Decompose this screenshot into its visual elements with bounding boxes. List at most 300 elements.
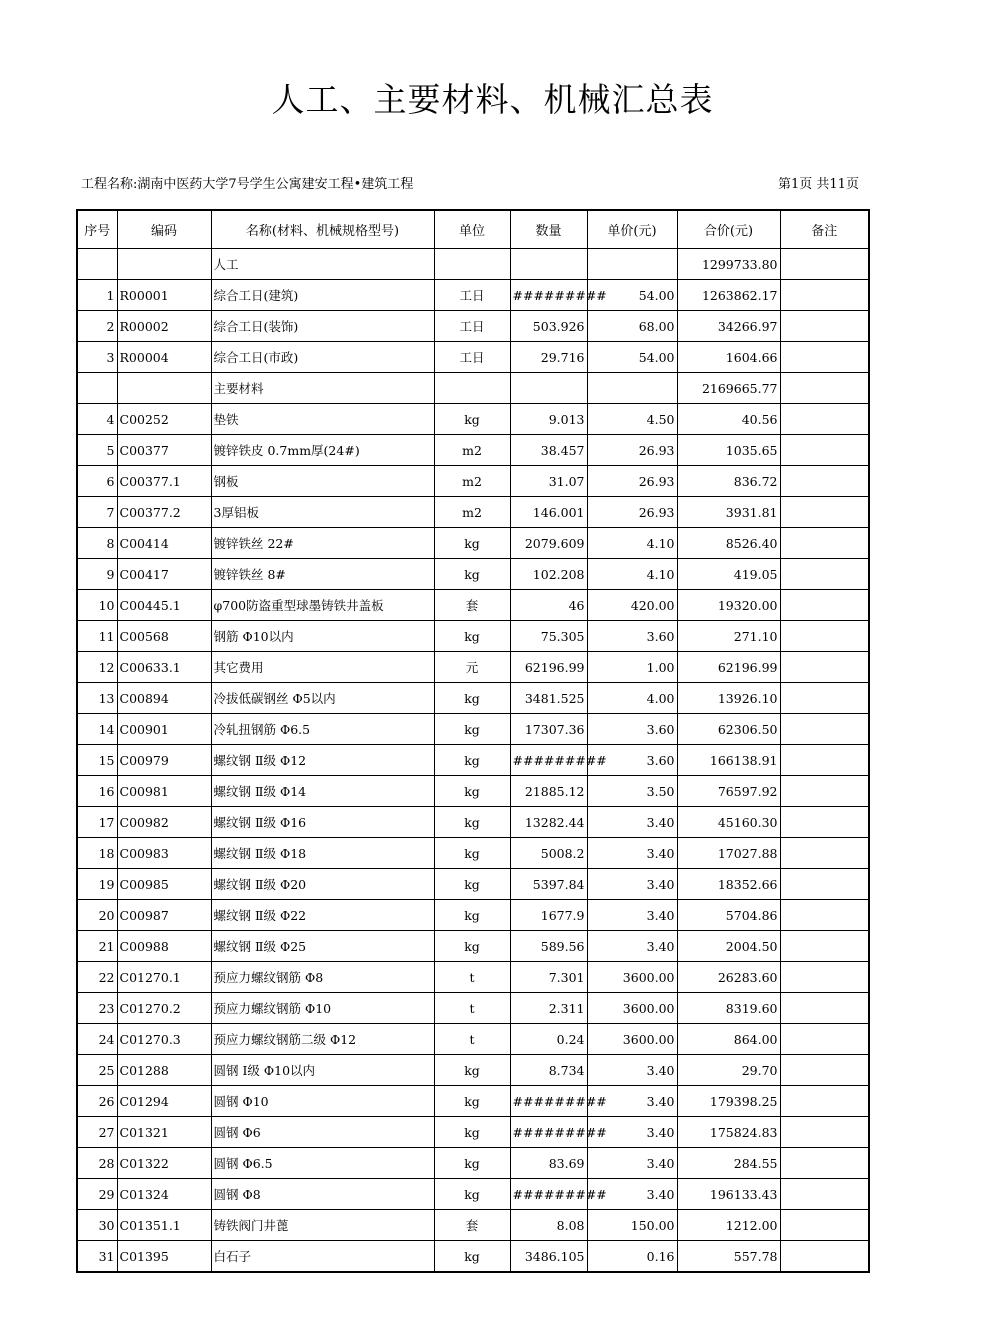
index-cell: 23 xyxy=(77,993,117,1024)
table-row xyxy=(77,342,869,373)
unit-price-cell: 3.40 xyxy=(587,807,677,838)
total-price-cell: 1035.65 xyxy=(677,435,780,466)
unit-cell: kg xyxy=(434,838,510,869)
unit-cell: kg xyxy=(434,1179,510,1210)
table-row xyxy=(77,1210,869,1241)
table-row xyxy=(77,466,869,497)
quantity-cell: 3486.105 xyxy=(510,1241,587,1273)
table-row xyxy=(77,280,869,311)
name-cell: 白石子 xyxy=(211,1241,434,1273)
total-price-cell: 76597.92 xyxy=(677,776,780,807)
remark-cell xyxy=(780,435,869,466)
table-row xyxy=(77,621,869,652)
code-cell: C00377.1 xyxy=(117,466,211,497)
code-cell: C00445.1 xyxy=(117,590,211,621)
unit-price-cell xyxy=(587,373,677,404)
name-cell: 螺纹钢 Ⅱ级 Φ14 xyxy=(211,776,434,807)
total-price-cell: 836.72 xyxy=(677,466,780,497)
unit-cell: t xyxy=(434,993,510,1024)
index-cell: 16 xyxy=(77,776,117,807)
remark-cell xyxy=(780,559,869,590)
remark-cell xyxy=(780,1241,869,1273)
unit-price-cell: 3.40 xyxy=(587,869,677,900)
unit-price-cell: 3.50 xyxy=(587,776,677,807)
total-price-cell: 557.78 xyxy=(677,1241,780,1273)
index-cell: 13 xyxy=(77,683,117,714)
unit-cell xyxy=(434,373,510,404)
quantity-cell: ######### xyxy=(510,1179,587,1210)
index-cell: 3 xyxy=(77,342,117,373)
header-remark: 备注 xyxy=(780,210,869,249)
unit-cell: kg xyxy=(434,745,510,776)
table-row xyxy=(77,528,869,559)
remark-cell xyxy=(780,807,869,838)
unit-cell: kg xyxy=(434,1086,510,1117)
unit-cell: 元 xyxy=(434,652,510,683)
table-body xyxy=(77,249,869,1273)
name-cell: 预应力螺纹钢筋 Φ10 xyxy=(211,993,434,1024)
unit-cell: m2 xyxy=(434,435,510,466)
table-row xyxy=(77,962,869,993)
header-index: 序号 xyxy=(77,210,117,249)
quantity-cell: 29.716 xyxy=(510,342,587,373)
quantity-cell: 5397.84 xyxy=(510,869,587,900)
header-name: 名称(材料、机械规格型号) xyxy=(211,210,434,249)
table-row xyxy=(77,1148,869,1179)
table-row xyxy=(77,1055,869,1086)
unit-price-cell: 54.00 xyxy=(587,280,677,311)
name-cell: 钢筋 Φ10以内 xyxy=(211,621,434,652)
unit-cell: t xyxy=(434,962,510,993)
code-cell: C01324 xyxy=(117,1179,211,1210)
unit-price-cell: 26.93 xyxy=(587,466,677,497)
code-cell: C00983 xyxy=(117,838,211,869)
index-cell: 27 xyxy=(77,1117,117,1148)
code-cell: C00985 xyxy=(117,869,211,900)
unit-cell: kg xyxy=(434,1241,510,1273)
remark-cell xyxy=(780,373,869,404)
unit-cell: kg xyxy=(434,621,510,652)
unit-cell: kg xyxy=(434,1117,510,1148)
total-price-cell: 5704.86 xyxy=(677,900,780,931)
index-cell: 24 xyxy=(77,1024,117,1055)
index-cell: 7 xyxy=(77,497,117,528)
quantity-cell xyxy=(510,249,587,280)
code-cell: R00002 xyxy=(117,311,211,342)
index-cell: 8 xyxy=(77,528,117,559)
remark-cell xyxy=(780,342,869,373)
table-row xyxy=(77,869,869,900)
table-row xyxy=(77,559,869,590)
code-cell: C00982 xyxy=(117,807,211,838)
total-price-cell: 1604.66 xyxy=(677,342,780,373)
index-cell xyxy=(77,373,117,404)
unit-price-cell xyxy=(587,249,677,280)
total-price-cell: 864.00 xyxy=(677,1024,780,1055)
name-cell: 其它费用 xyxy=(211,652,434,683)
total-price-cell: 34266.97 xyxy=(677,311,780,342)
total-price-cell: 29.70 xyxy=(677,1055,780,1086)
index-cell: 31 xyxy=(77,1241,117,1273)
unit-price-cell: 420.00 xyxy=(587,590,677,621)
total-price-cell: 1263862.17 xyxy=(677,280,780,311)
table-row xyxy=(77,1086,869,1117)
code-cell: C01270.1 xyxy=(117,962,211,993)
table-row xyxy=(77,404,869,435)
table-row xyxy=(77,652,869,683)
name-cell: 圆钢 Φ10 xyxy=(211,1086,434,1117)
index-cell: 21 xyxy=(77,931,117,962)
name-cell: 螺纹钢 Ⅱ级 Φ22 xyxy=(211,900,434,931)
index-cell: 30 xyxy=(77,1210,117,1241)
unit-price-cell: 4.10 xyxy=(587,559,677,590)
index-cell: 11 xyxy=(77,621,117,652)
remark-cell xyxy=(780,404,869,435)
unit-cell: m2 xyxy=(434,466,510,497)
name-cell: 螺纹钢 Ⅱ级 Φ16 xyxy=(211,807,434,838)
name-cell: φ700防盗重型球墨铸铁井盖板 xyxy=(211,590,434,621)
unit-price-cell: 4.50 xyxy=(587,404,677,435)
table-row xyxy=(77,435,869,466)
quantity-cell: 38.457 xyxy=(510,435,587,466)
total-price-cell: 179398.25 xyxy=(677,1086,780,1117)
remark-cell xyxy=(780,776,869,807)
index-cell: 14 xyxy=(77,714,117,745)
unit-price-cell: 3.60 xyxy=(587,621,677,652)
remark-cell xyxy=(780,280,869,311)
total-price-cell: 8319.60 xyxy=(677,993,780,1024)
code-cell: C00252 xyxy=(117,404,211,435)
quantity-cell: 7.301 xyxy=(510,962,587,993)
unit-cell: kg xyxy=(434,1055,510,1086)
code-cell xyxy=(117,249,211,280)
index-cell: 6 xyxy=(77,466,117,497)
code-cell: C00377.2 xyxy=(117,497,211,528)
table-row xyxy=(77,993,869,1024)
remark-cell xyxy=(780,838,869,869)
total-price-cell: 284.55 xyxy=(677,1148,780,1179)
total-price-cell: 3931.81 xyxy=(677,497,780,528)
total-price-cell: 13926.10 xyxy=(677,683,780,714)
name-cell: 综合工日(装饰) xyxy=(211,311,434,342)
page-title: 人工、主要材料、机械汇总表 xyxy=(271,80,714,119)
unit-price-cell: 3.40 xyxy=(587,1179,677,1210)
unit-cell: t xyxy=(434,1024,510,1055)
total-price-cell: 175824.83 xyxy=(677,1117,780,1148)
remark-cell xyxy=(780,714,869,745)
table-row xyxy=(77,807,869,838)
unit-cell: kg xyxy=(434,528,510,559)
total-price-cell: 166138.91 xyxy=(677,745,780,776)
index-cell: 4 xyxy=(77,404,117,435)
unit-cell: kg xyxy=(434,1148,510,1179)
unit-cell: 套 xyxy=(434,590,510,621)
name-cell: 冷拔低碳钢丝 Φ5以内 xyxy=(211,683,434,714)
quantity-cell: 9.013 xyxy=(510,404,587,435)
table-row xyxy=(77,714,869,745)
index-cell: 15 xyxy=(77,745,117,776)
quantity-cell: 2.311 xyxy=(510,993,587,1024)
table-row xyxy=(77,745,869,776)
unit-price-cell: 3.60 xyxy=(587,714,677,745)
quantity-cell: 75.305 xyxy=(510,621,587,652)
code-cell: C00377 xyxy=(117,435,211,466)
remark-cell xyxy=(780,497,869,528)
remark-cell xyxy=(780,1210,869,1241)
unit-price-cell: 54.00 xyxy=(587,342,677,373)
unit-cell: kg xyxy=(434,683,510,714)
total-price-cell: 2169665.77 xyxy=(677,373,780,404)
index-cell: 9 xyxy=(77,559,117,590)
name-cell: 钢板 xyxy=(211,466,434,497)
total-price-cell: 62306.50 xyxy=(677,714,780,745)
index-cell: 12 xyxy=(77,652,117,683)
name-cell: 预应力螺纹钢筋二级 Φ12 xyxy=(211,1024,434,1055)
unit-price-cell: 3.40 xyxy=(587,838,677,869)
total-price-cell: 26283.60 xyxy=(677,962,780,993)
table-row xyxy=(77,497,869,528)
index-cell: 17 xyxy=(77,807,117,838)
quantity-cell: 21885.12 xyxy=(510,776,587,807)
code-cell: C01270.3 xyxy=(117,1024,211,1055)
code-cell: C01395 xyxy=(117,1241,211,1273)
index-cell: 28 xyxy=(77,1148,117,1179)
index-cell: 19 xyxy=(77,869,117,900)
unit-price-cell: 3.40 xyxy=(587,1117,677,1148)
index-cell: 20 xyxy=(77,900,117,931)
remark-cell xyxy=(780,1148,869,1179)
remark-cell xyxy=(780,1117,869,1148)
index-cell: 1 xyxy=(77,280,117,311)
name-cell: 螺纹钢 Ⅱ级 Φ12 xyxy=(211,745,434,776)
table-row xyxy=(77,776,869,807)
quantity-cell: 8.734 xyxy=(510,1055,587,1086)
total-price-cell: 419.05 xyxy=(677,559,780,590)
unit-price-cell: 3600.00 xyxy=(587,993,677,1024)
code-cell: R00001 xyxy=(117,280,211,311)
quantity-cell: ######### xyxy=(510,1086,587,1117)
table-row xyxy=(77,1024,869,1055)
name-cell: 综合工日(建筑) xyxy=(211,280,434,311)
name-cell: 螺纹钢 Ⅱ级 Φ25 xyxy=(211,931,434,962)
unit-cell: kg xyxy=(434,807,510,838)
remark-cell xyxy=(780,652,869,683)
name-cell: 冷轧扭钢筋 Φ6.5 xyxy=(211,714,434,745)
total-price-cell: 17027.88 xyxy=(677,838,780,869)
quantity-cell: 503.926 xyxy=(510,311,587,342)
remark-cell xyxy=(780,962,869,993)
total-price-cell: 8526.40 xyxy=(677,528,780,559)
remark-cell xyxy=(780,1055,869,1086)
table-header-row xyxy=(77,210,869,249)
quantity-cell: 146.001 xyxy=(510,497,587,528)
code-cell: C01294 xyxy=(117,1086,211,1117)
name-cell: 人工 xyxy=(211,249,434,280)
unit-cell: kg xyxy=(434,559,510,590)
table-row xyxy=(77,900,869,931)
name-cell: 圆钢 Φ8 xyxy=(211,1179,434,1210)
code-cell: C01322 xyxy=(117,1148,211,1179)
unit-price-cell: 3.40 xyxy=(587,931,677,962)
remark-cell xyxy=(780,249,869,280)
code-cell: C00894 xyxy=(117,683,211,714)
remark-cell xyxy=(780,590,869,621)
quantity-cell: 31.07 xyxy=(510,466,587,497)
unit-price-cell: 4.10 xyxy=(587,528,677,559)
name-cell: 主要材料 xyxy=(211,373,434,404)
total-price-cell: 2004.50 xyxy=(677,931,780,962)
quantity-cell: 589.56 xyxy=(510,931,587,962)
name-cell: 镀锌铁丝 8# xyxy=(211,559,434,590)
quantity-cell: ######### xyxy=(510,1117,587,1148)
unit-price-cell: 3.60 xyxy=(587,745,677,776)
unit-price-cell: 68.00 xyxy=(587,311,677,342)
quantity-cell: 8.08 xyxy=(510,1210,587,1241)
name-cell: 镀锌铁丝 22# xyxy=(211,528,434,559)
quantity-cell: 102.208 xyxy=(510,559,587,590)
table-row xyxy=(77,683,869,714)
name-cell: 综合工日(市政) xyxy=(211,342,434,373)
quantity-cell: 2079.609 xyxy=(510,528,587,559)
summary-table xyxy=(76,209,870,1273)
total-price-cell: 19320.00 xyxy=(677,590,780,621)
code-cell: C01288 xyxy=(117,1055,211,1086)
code-cell: C00987 xyxy=(117,900,211,931)
quantity-cell: 62196.99 xyxy=(510,652,587,683)
table-row xyxy=(77,373,869,404)
remark-cell xyxy=(780,1024,869,1055)
table-row xyxy=(77,838,869,869)
name-cell: 螺纹钢 Ⅱ级 Φ20 xyxy=(211,869,434,900)
code-cell: C00979 xyxy=(117,745,211,776)
header-unit-price: 单价(元) xyxy=(587,210,677,249)
header-quantity: 数量 xyxy=(510,210,587,249)
index-cell: 5 xyxy=(77,435,117,466)
total-price-cell: 1212.00 xyxy=(677,1210,780,1241)
name-cell: 预应力螺纹钢筋 Φ8 xyxy=(211,962,434,993)
total-price-cell: 62196.99 xyxy=(677,652,780,683)
page-info: 第1页 共11页 xyxy=(778,177,859,192)
remark-cell xyxy=(780,683,869,714)
unit-price-cell: 26.93 xyxy=(587,435,677,466)
remark-cell xyxy=(780,993,869,1024)
remark-cell xyxy=(780,931,869,962)
unit-cell: kg xyxy=(434,900,510,931)
unit-price-cell: 150.00 xyxy=(587,1210,677,1241)
unit-cell xyxy=(434,249,510,280)
unit-price-cell: 1.00 xyxy=(587,652,677,683)
total-price-cell: 196133.43 xyxy=(677,1179,780,1210)
quantity-cell: 3481.525 xyxy=(510,683,587,714)
unit-price-cell: 3.40 xyxy=(587,1055,677,1086)
unit-price-cell: 3.40 xyxy=(587,1148,677,1179)
code-cell: C00568 xyxy=(117,621,211,652)
code-cell: C00901 xyxy=(117,714,211,745)
remark-cell xyxy=(780,466,869,497)
index-cell: 10 xyxy=(77,590,117,621)
quantity-cell: 17307.36 xyxy=(510,714,587,745)
index-cell: 22 xyxy=(77,962,117,993)
quantity-cell: 46 xyxy=(510,590,587,621)
unit-price-cell: 26.93 xyxy=(587,497,677,528)
unit-price-cell: 0.16 xyxy=(587,1241,677,1273)
name-cell: 垫铁 xyxy=(211,404,434,435)
code-cell xyxy=(117,373,211,404)
table-row xyxy=(77,931,869,962)
remark-cell xyxy=(780,621,869,652)
name-cell: 圆钢 Φ6.5 xyxy=(211,1148,434,1179)
remark-cell xyxy=(780,1086,869,1117)
code-cell: C00417 xyxy=(117,559,211,590)
unit-cell: 套 xyxy=(434,1210,510,1241)
code-cell: C01321 xyxy=(117,1117,211,1148)
table-row xyxy=(77,1179,869,1210)
unit-cell: kg xyxy=(434,714,510,745)
total-price-cell: 1299733.80 xyxy=(677,249,780,280)
code-cell: C00981 xyxy=(117,776,211,807)
index-cell: 26 xyxy=(77,1086,117,1117)
table-row xyxy=(77,590,869,621)
name-cell: 螺纹钢 Ⅱ级 Φ18 xyxy=(211,838,434,869)
header-total-price: 合价(元) xyxy=(677,210,780,249)
table-row xyxy=(77,311,869,342)
quantity-cell: ######### xyxy=(510,280,587,311)
index-cell xyxy=(77,249,117,280)
code-cell: C00633.1 xyxy=(117,652,211,683)
total-price-cell: 40.56 xyxy=(677,404,780,435)
index-cell: 18 xyxy=(77,838,117,869)
remark-cell xyxy=(780,869,869,900)
name-cell: 3厚铝板 xyxy=(211,497,434,528)
unit-cell: 工日 xyxy=(434,280,510,311)
index-cell: 2 xyxy=(77,311,117,342)
unit-cell: 工日 xyxy=(434,342,510,373)
quantity-cell xyxy=(510,373,587,404)
remark-cell xyxy=(780,900,869,931)
table-row xyxy=(77,1241,869,1273)
unit-cell: kg xyxy=(434,404,510,435)
quantity-cell: 83.69 xyxy=(510,1148,587,1179)
index-cell: 25 xyxy=(77,1055,117,1086)
unit-cell: 工日 xyxy=(434,311,510,342)
remark-cell xyxy=(780,311,869,342)
quantity-cell: ######### xyxy=(510,745,587,776)
index-cell: 29 xyxy=(77,1179,117,1210)
quantity-cell: 5008.2 xyxy=(510,838,587,869)
name-cell: 镀锌铁皮 0.7mm厚(24#) xyxy=(211,435,434,466)
unit-price-cell: 3600.00 xyxy=(587,1024,677,1055)
project-name: 工程名称:湖南中医药大学7号学生公寓建安工程•建筑工程 xyxy=(81,177,414,192)
code-cell: C00988 xyxy=(117,931,211,962)
header-unit: 单位 xyxy=(434,210,510,249)
name-cell: 圆钢 Ⅰ级 Φ10以内 xyxy=(211,1055,434,1086)
header-code: 编码 xyxy=(117,210,211,249)
unit-cell: kg xyxy=(434,931,510,962)
remark-cell xyxy=(780,528,869,559)
unit-cell: kg xyxy=(434,776,510,807)
code-cell: C01351.1 xyxy=(117,1210,211,1241)
total-price-cell: 18352.66 xyxy=(677,869,780,900)
quantity-cell: 1677.9 xyxy=(510,900,587,931)
code-cell: C00414 xyxy=(117,528,211,559)
unit-price-cell: 3600.00 xyxy=(587,962,677,993)
quantity-cell: 0.24 xyxy=(510,1024,587,1055)
unit-price-cell: 3.40 xyxy=(587,900,677,931)
unit-cell: m2 xyxy=(434,497,510,528)
unit-price-cell: 4.00 xyxy=(587,683,677,714)
remark-cell xyxy=(780,745,869,776)
unit-cell: kg xyxy=(434,869,510,900)
